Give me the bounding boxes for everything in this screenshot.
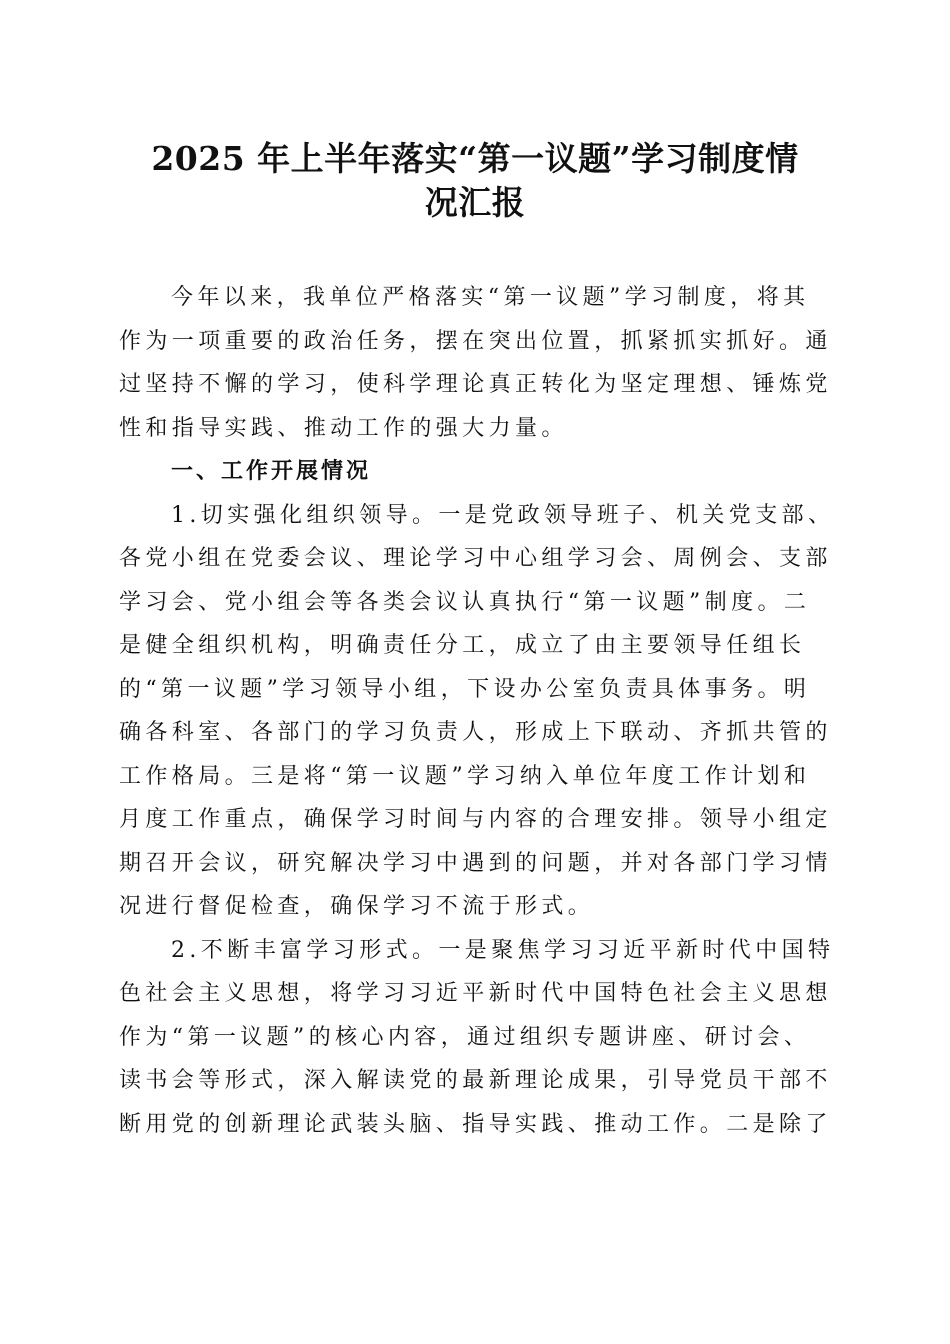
text-line: 作为一项重要的政治任务，摆在突出位置，抓紧抓实抓好。通 [119,328,832,354]
text-line: 读书会等形式，深入解读党的最新理论成果，引导党员干部不 [119,1068,832,1093]
section-heading: 一、工作开展情况 [171,459,372,484]
paragraph-2 [119,929,835,1147]
text-line: 断用党的创新理论武装头脑、指导实践、推动工作。二是除了 [119,1111,832,1137]
intro-paragraph [119,276,832,450]
text-line: 1.切实强化组织领导。一是党政领导班子、机关党支部、 [171,502,835,528]
text-line: 性和指导实践、推动工作的强大力量。 [119,415,568,441]
text-line: 工作格局。三是将“第一议题”学习纳入单位年度工作计划和 [119,763,811,789]
text-line: 的“第一议题”学习领导小组，下设办公室负责具体事务。明 [119,676,811,702]
text-line: 是健全组织机构，明确责任分工，成立了由主要领导任组长 [119,633,806,658]
document-body [119,276,835,1146]
text-line: 2.不断丰富学习形式。一是聚焦学习习近平新时代中国特 [171,937,835,963]
text-line: 学习会、党小组会等各类会议认真执行“第一议题”制度。二 [119,589,811,615]
paragraph-1 [119,494,835,929]
text-line: 确各科室、各部门的学习负责人，形成上下联动、齐抓共管的 [119,720,832,745]
text-line: 况进行督促检查，确保学习不流于形式。 [119,894,595,919]
text-line: 色社会主义思想，将学习习近平新时代中国特色社会主义思想 [119,981,832,1006]
title-line-2: 况汇报 [424,183,526,222]
text-line: 各党小组在党委会议、理论学习中心组学习会、周例会、支部 [119,546,832,571]
text-line: 期召开会议，研究解决学习中遇到的问题，并对各部门学习情 [119,850,832,876]
text-line: 过坚持不懈的学习，使科学理论真正转化为坚定理想、锤炼党 [119,372,832,397]
document-title [120,137,830,225]
text-line: 今年以来，我单位严格落实“第一议题”学习制度，将其 [171,285,810,310]
title-line-1: 2025 年上半年落实“第一议题”学习制度情 [151,139,799,178]
text-line: 作为“第一议题”的核心内容，通过组织专题讲座、研讨会、 [119,1024,811,1050]
text-line: 月度工作重点，确保学习时间与内容的合理安排。领导小组定 [119,807,832,832]
